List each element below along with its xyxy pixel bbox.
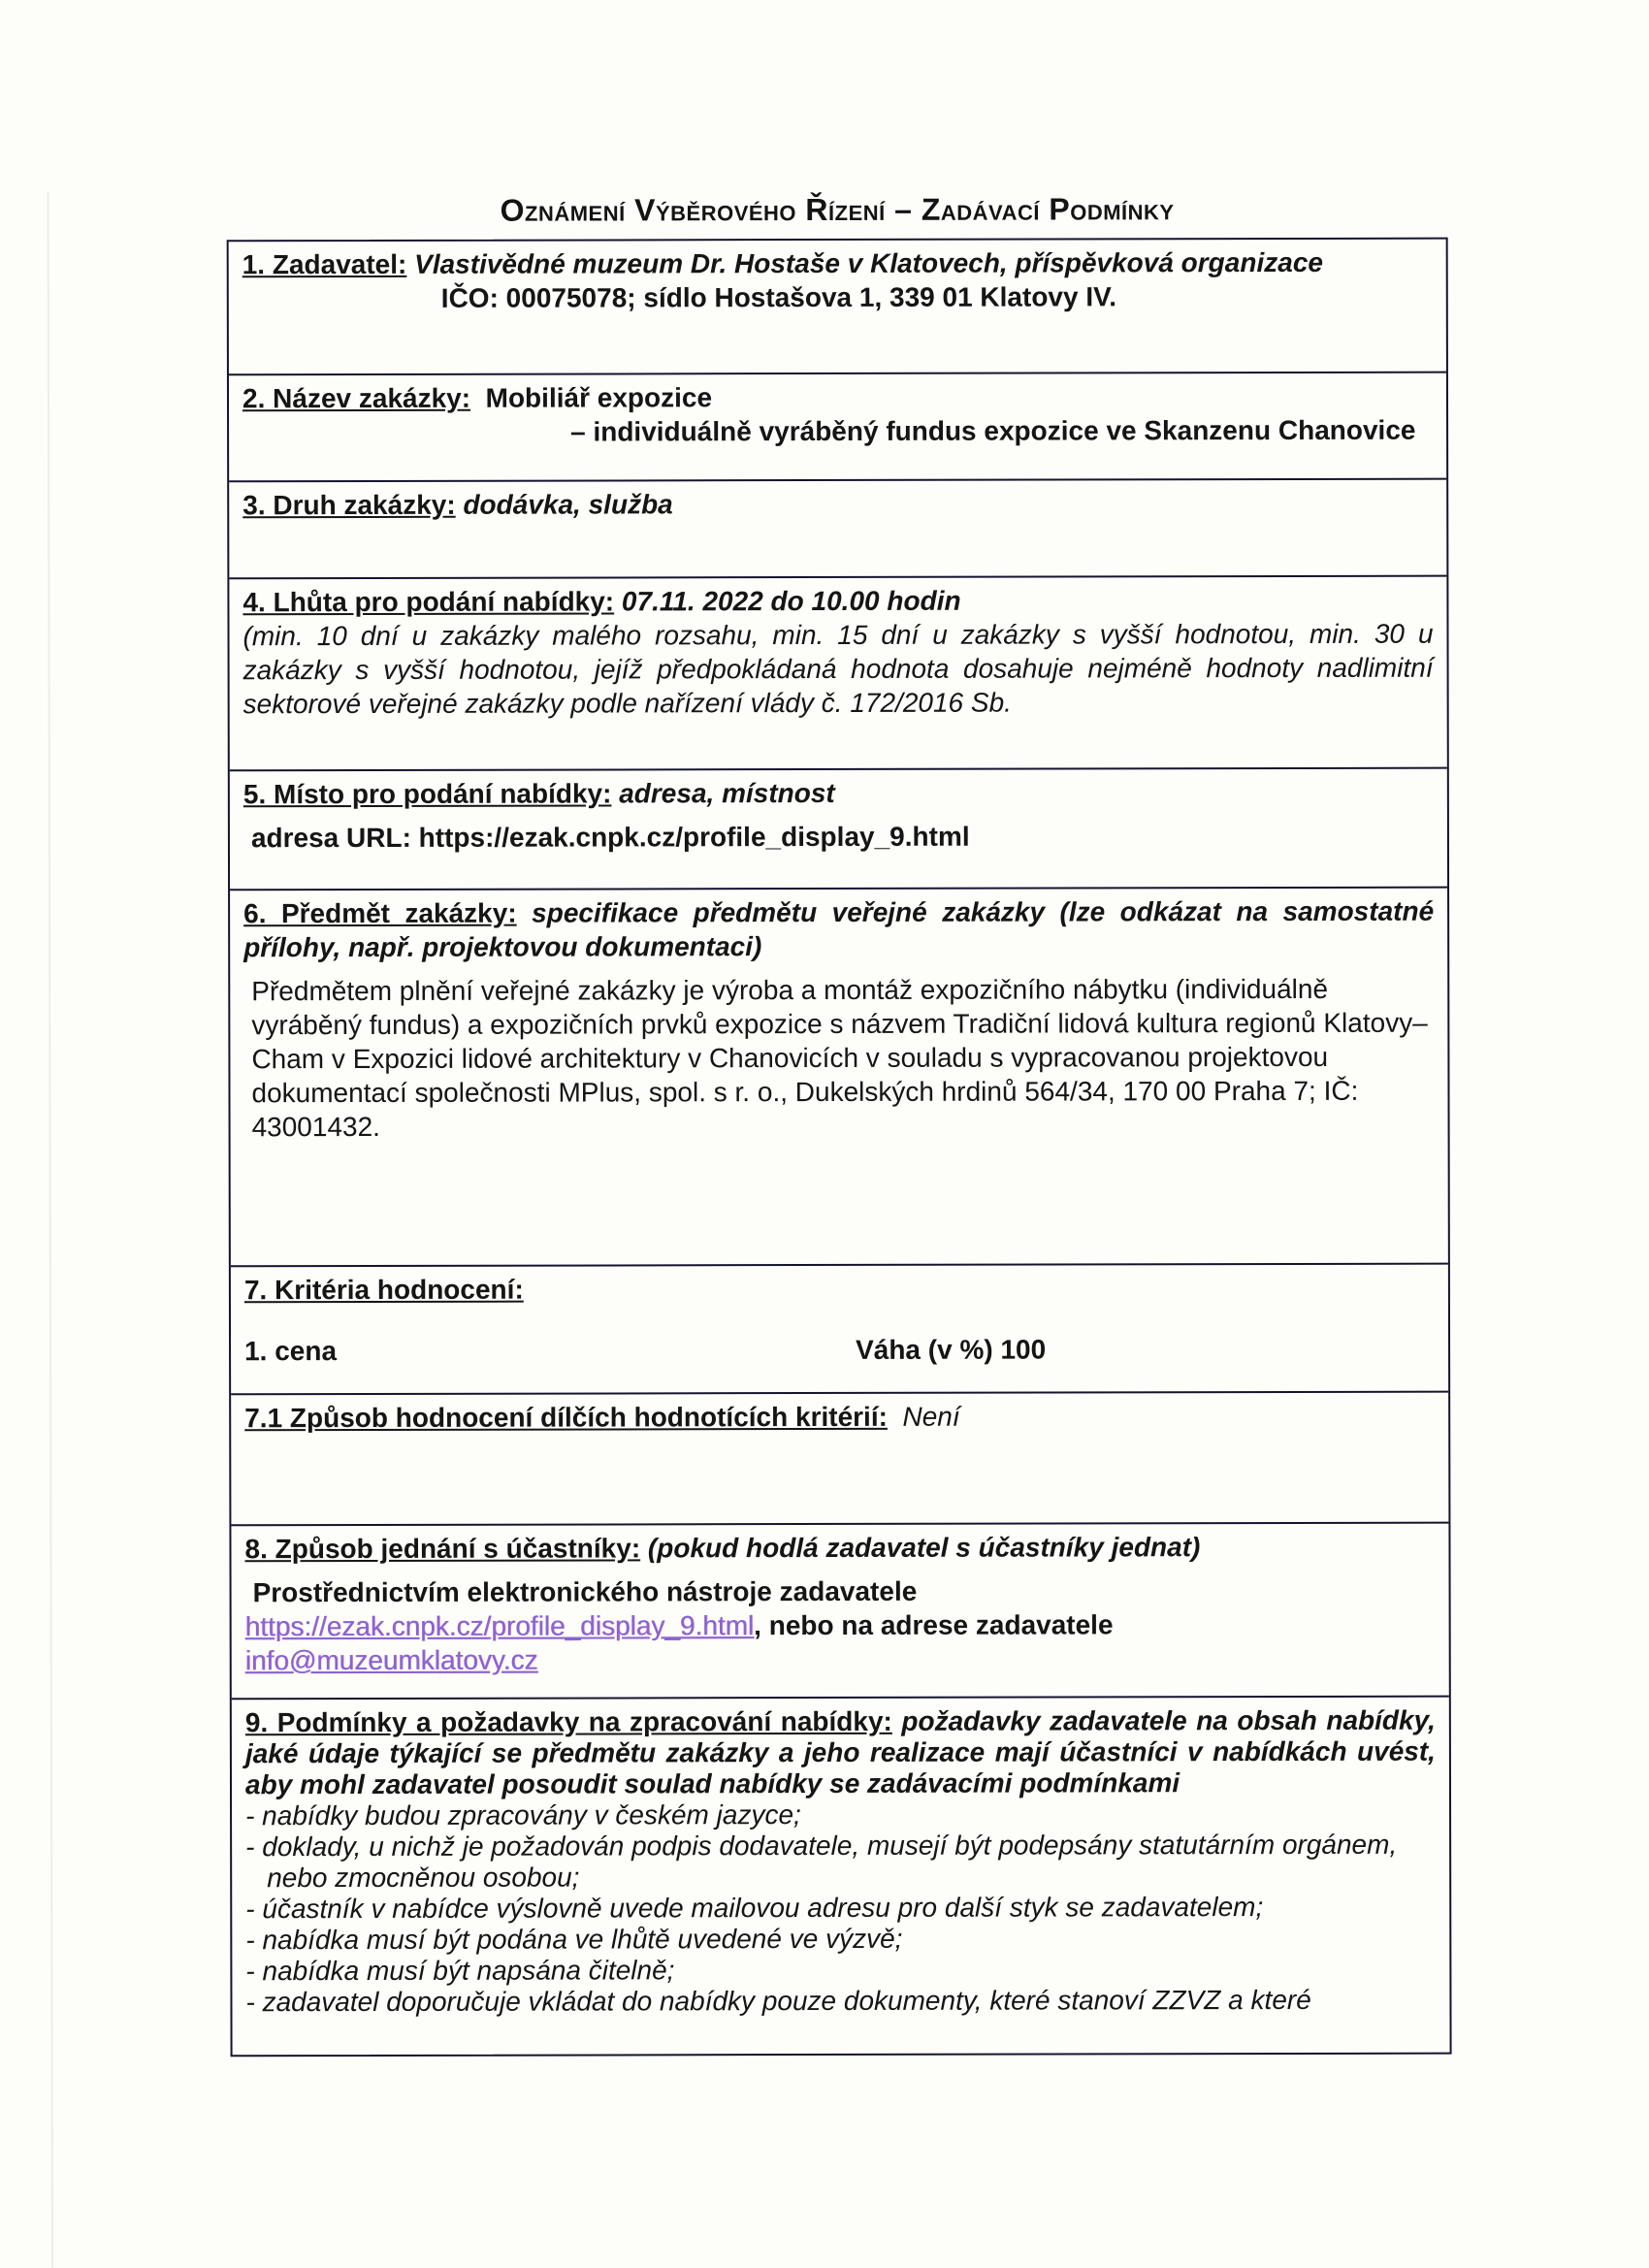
jednani-label: 8. Způsob jednání s účastníky: bbox=[244, 1533, 641, 1565]
section-lhuta bbox=[229, 577, 1446, 772]
druh-heading-line bbox=[242, 486, 1433, 523]
contact-email-link[interactable]: info@muzeumklatovy.cz bbox=[244, 1644, 538, 1676]
section-zadavatel bbox=[229, 240, 1446, 376]
document-title: Oznámení Výběrového Řízení – Zadávací Podmínky bbox=[500, 191, 1175, 228]
nazev-subtitle-line: – individuálně vyráběný fundus expozice ve Skanzenu Chanovice bbox=[570, 414, 1416, 447]
predmet-body: Předmětem plnění veřejné zakázky je výroba a montáž expozičního nábytku (individuálně vyráběný fundus) a expozičních prvků expozice s názvem Tradiční lidová kultura regionů Klatovy–Cham v Expozici lidové architektury v Chanovicích v souladu s vypracovanou projektovou dokumentací společnosti MPlus, spol. s r. o., Dukelských hrdinů 564/34, 170 00 Praha 7; IČ: 43001432. bbox=[251, 973, 1428, 1143]
druh-label: 3. Druh zakázky: bbox=[242, 489, 456, 521]
zadavatel-heading-line bbox=[242, 245, 1433, 282]
scan-artifact-line bbox=[48, 192, 54, 2268]
section-podminky bbox=[232, 1698, 1450, 2056]
jednani-link-line bbox=[245, 1607, 1436, 1644]
hodnoceni-label: 7.1 Způsob hodnocení dílčích hodnotících kritérií: bbox=[244, 1401, 888, 1434]
predmet-heading-line bbox=[243, 894, 1434, 965]
podminky-item: - nabídky budou zpracovány v českém jazyce; bbox=[245, 1799, 801, 1831]
kriteria-row bbox=[244, 1332, 1435, 1369]
hodnoceni-value: Není bbox=[902, 1401, 960, 1432]
section-zpusob-hodnoceni bbox=[231, 1393, 1448, 1527]
profile-url-link[interactable]: https://ezak.cnpk.cz/profile_display_9.html bbox=[244, 1610, 755, 1642]
lhuta-value: 07.11. 2022 do 10.00 hodin bbox=[621, 585, 961, 617]
lhuta-heading-line bbox=[242, 583, 1433, 620]
jednani-link-suffix: , nebo na adrese zadavatele bbox=[754, 1609, 1114, 1641]
druh-value: dodávka, služba bbox=[463, 489, 673, 520]
zadavatel-label: 1. Zadavatel: bbox=[242, 248, 407, 280]
misto-url-line: adresa URL: https://ezak.cnpk.cz/profile_display_9.html bbox=[250, 821, 970, 854]
predmet-label: 6. Předmět zakázky: bbox=[243, 897, 517, 929]
misto-value: adresa, místnost bbox=[619, 777, 835, 809]
kriteria-heading-line bbox=[244, 1271, 1435, 1308]
section-nazev-zakazky bbox=[229, 373, 1446, 483]
criterion-weight: Váha (v %) 100 bbox=[856, 1334, 1047, 1365]
podminky-item: - doklady, u nichž je požadován podpis dodavatele, musejí být podepsány statutárním orgánem, nebo zmocněnou osobou; bbox=[245, 1829, 1398, 1894]
section-zpusob-jednani bbox=[231, 1524, 1448, 1701]
jednani-email-line bbox=[245, 1641, 1436, 1678]
podminky-item: - nabídka musí být podána ve lhůtě uvedené ve výzvě; bbox=[245, 1923, 903, 1956]
kriteria-label: 7. Kritéria hodnocení: bbox=[243, 1274, 524, 1306]
tender-conditions-table bbox=[227, 238, 1452, 2057]
jednani-tool-line: Prostřednictvím elektronického nástroje zadavatele bbox=[252, 1575, 918, 1608]
predmet-value: specifikace předmětu veřejné zakázky (lze odkázat na samostatné přílohy, např. projektovou dokumentaci) bbox=[243, 895, 1435, 963]
misto-heading-line bbox=[243, 775, 1434, 812]
section-predmet-zakazky bbox=[230, 889, 1448, 1268]
jednani-value: (pokud hodlá zadavatel s účastníky jednat) bbox=[647, 1532, 1201, 1564]
section-druh-zakazky bbox=[229, 480, 1446, 580]
jednani-heading-line bbox=[244, 1530, 1435, 1567]
hodnoceni-heading-line bbox=[244, 1399, 1435, 1436]
podminky-item: - nabídka musí být napsána čitelně; bbox=[245, 1955, 675, 1987]
nazev-heading-line bbox=[242, 379, 1433, 416]
section-kriteria bbox=[231, 1265, 1448, 1396]
section-misto-podani bbox=[230, 769, 1447, 891]
nazev-label: 2. Název zakázky: bbox=[242, 382, 471, 414]
podminky-label: 9. Podmínky a požadavky na zpracování nabídky: bbox=[244, 1705, 892, 1738]
podminky-value: požadavky zadavatele na obsah nabídky, jaké údaje týkající se předmětu zakázky a jeho realizace mají účastníci v nabídkách uvést, aby mohl zadavatel posoudit soulad nabídky se zadávacími podmínkami bbox=[244, 1704, 1436, 1800]
zadavatel-ico-line: IČO: 00075078; sídlo Hostašova 1, 339 01 Klatovy IV. bbox=[440, 281, 1117, 313]
criterion-name: 1. cena bbox=[244, 1336, 338, 1367]
podminky-heading-line bbox=[245, 1705, 1436, 1801]
podminky-item: - zadavatel doporučuje vkládat do nabídky pouze dokumenty, které stanoví ZZVZ a které bbox=[245, 1984, 1311, 2018]
misto-label: 5. Místo pro podání nabídky: bbox=[242, 778, 612, 810]
lhuta-note: (min. 10 dní u zakázky malého rozsahu, min. 15 dní u zakázky s vyšší hodnotou, min. 30 u zakázky s vyšší hodnotou, jejíž předpokládaná hodnota dosahuje nejméně hodnoty nadlimitní sektorové veřejné zakázky podle nařízení vlády č. 172/2016 Sb. bbox=[242, 618, 1434, 720]
zadavatel-value: Vlastivědné muzeum Dr. Hostaše v Klatovech, příspěvková organizace bbox=[414, 246, 1323, 279]
lhuta-label: 4. Lhůta pro podání nabídky: bbox=[242, 586, 615, 618]
nazev-value: Mobiliář expozice bbox=[485, 382, 713, 413]
scanned-document-page bbox=[0, 188, 1649, 2268]
podminky-item: - účastník v nabídce výslovně uvede mailovou adresu pro další styk se zadavatelem; bbox=[245, 1892, 1264, 1925]
